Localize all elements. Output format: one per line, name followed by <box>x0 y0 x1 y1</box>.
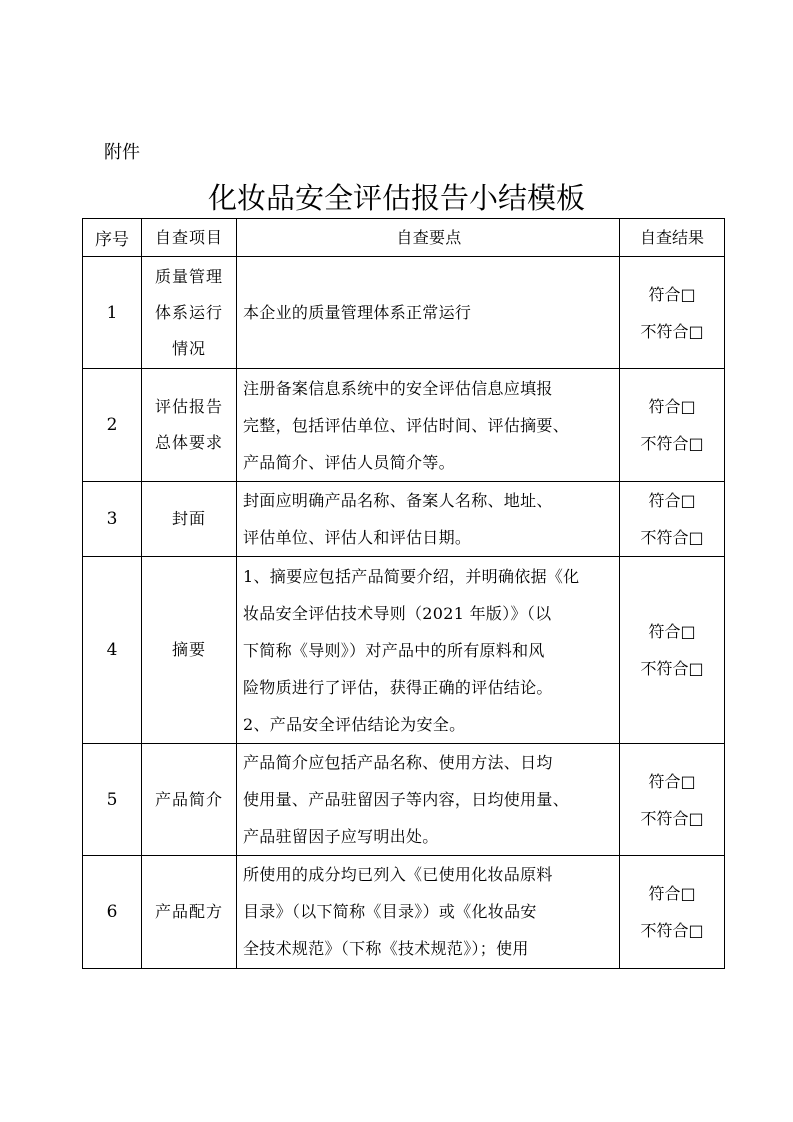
check-result <box>620 744 725 856</box>
table-header-row <box>83 219 725 257</box>
row-number: 6 <box>83 856 142 969</box>
result-fail-checkbox[interactable]: 不符合□ <box>640 528 704 547</box>
check-point-line: 2、产品安全评估结论为安全。 <box>243 714 466 734</box>
result-pass-checkbox[interactable]: 符合□ <box>648 284 696 304</box>
result-pass-checkbox[interactable]: 符合□ <box>648 397 696 416</box>
check-item-line: 质量管理 <box>154 266 223 286</box>
column-header-no: 序号 <box>83 219 142 257</box>
table-row <box>83 257 725 369</box>
check-point-line: 全技术规范》（下称《技术规范》）；使用 <box>243 939 529 958</box>
self-check-table <box>82 218 725 969</box>
check-item-line: 体系运行 <box>154 302 223 322</box>
row-number: 2 <box>83 369 142 482</box>
check-item <box>142 557 237 744</box>
check-points <box>237 744 620 856</box>
check-result <box>620 482 725 557</box>
check-point-line: 产品驻留因子应写明出处。 <box>243 827 439 846</box>
result-fail-checkbox[interactable]: 不符合□ <box>640 434 704 453</box>
row-number: 4 <box>83 557 142 744</box>
check-point-line: 妆品安全评估技术导则（2021 年版）》（以 <box>243 603 552 623</box>
check-point-line: 评估单位、评估人和评估日期。 <box>243 528 472 547</box>
check-result <box>620 257 725 369</box>
check-item-line: 产品配方 <box>154 902 223 921</box>
result-fail-checkbox[interactable]: 不符合□ <box>640 921 704 940</box>
result-pass-checkbox[interactable]: 符合□ <box>648 771 696 791</box>
row-number: 5 <box>83 744 142 856</box>
result-fail-checkbox[interactable]: 不符合□ <box>640 321 704 341</box>
check-point-line: 完整，包括评估单位、评估时间、评估摘要、 <box>243 415 570 435</box>
check-item-line: 评估报告 <box>154 397 223 416</box>
check-item <box>142 257 237 369</box>
check-point-line: 1、摘要应包括产品简要介绍，并明确依据《化 <box>243 566 580 586</box>
check-item-line: 封面 <box>171 509 206 528</box>
check-point-line: 封面应明确产品名称、备案人名称、地址、 <box>243 491 553 510</box>
result-fail-checkbox[interactable]: 不符合□ <box>640 659 704 678</box>
check-points <box>237 257 620 369</box>
check-points <box>237 557 620 744</box>
check-item <box>142 482 237 557</box>
table-row <box>83 482 725 557</box>
check-point-line: 所使用的成分均已列入《已使用化妆品原料 <box>243 865 553 884</box>
result-pass-checkbox[interactable]: 符合□ <box>648 622 696 641</box>
check-item-line: 情况 <box>171 338 206 358</box>
result-pass-checkbox[interactable]: 符合□ <box>648 884 696 903</box>
row-number: 1 <box>83 257 142 369</box>
column-header-points: 自查要点 <box>237 219 620 257</box>
row-number: 3 <box>83 482 142 557</box>
check-point-line: 使用量、产品驻留因子等内容，日均使用量、 <box>243 790 570 809</box>
check-point-line: 险物质进行了评估，获得正确的评估结论。 <box>243 677 553 697</box>
result-fail-checkbox[interactable]: 不符合□ <box>640 808 704 828</box>
check-result <box>620 369 725 482</box>
table-row <box>83 744 725 856</box>
check-points <box>237 369 620 482</box>
check-point-line: 注册备案信息系统中的安全评估信息应填报 <box>243 378 553 398</box>
check-result <box>620 557 725 744</box>
column-header-item: 自查项目 <box>142 219 237 257</box>
check-item <box>142 744 237 856</box>
column-header-result: 自查结果 <box>620 219 725 257</box>
check-item-line: 总体要求 <box>154 433 223 452</box>
check-point-line: 产品简介应包括产品名称、使用方法、日均 <box>243 753 553 772</box>
check-item-line: 产品简介 <box>154 789 223 809</box>
table-row <box>83 557 725 744</box>
result-pass-checkbox[interactable]: 符合□ <box>648 491 696 510</box>
check-result <box>620 856 725 969</box>
document-title: 化妆品安全评估报告小结模板 <box>207 181 585 215</box>
table-row <box>83 369 725 482</box>
check-item-line: 摘要 <box>171 640 206 659</box>
attachment-label: 附件 <box>104 142 140 163</box>
table-row <box>83 856 725 969</box>
check-points <box>237 856 620 969</box>
check-point-line: 产品简介、评估人员简介等。 <box>243 452 455 472</box>
check-point-line: 下简称《导则》）对产品中的所有原料和风 <box>243 640 545 660</box>
check-item <box>142 369 237 482</box>
check-point-line: 本企业的质量管理体系正常运行 <box>243 303 472 322</box>
check-points <box>237 482 620 557</box>
check-item <box>142 856 237 969</box>
check-point-line: 目录》（以下简称《目录》）或《化妆品安 <box>243 902 537 921</box>
